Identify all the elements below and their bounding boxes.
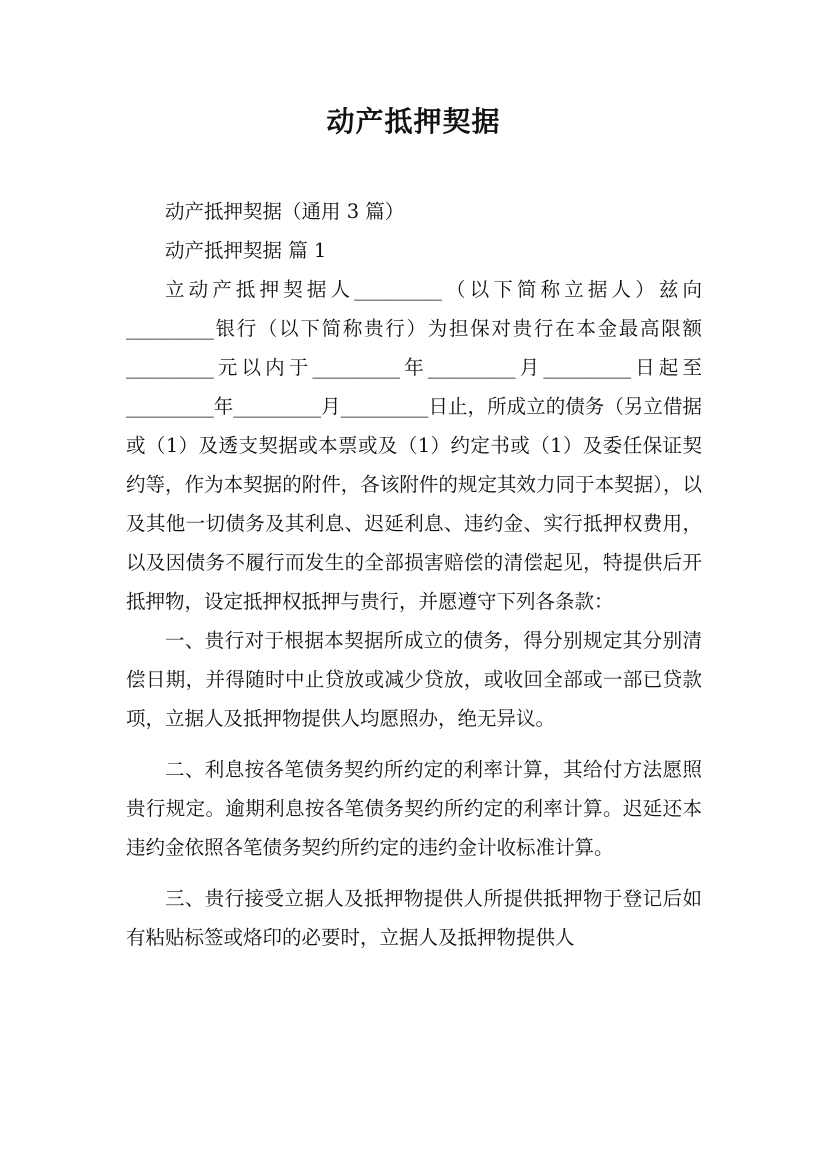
paragraph-clause-2: 二、利息按各笔债务契约所约定的利率计算，其给付方法愿照贵行规定。逾期利息按各笔债务契约所约定的利率计算。迟延还本违约金依照各笔债务契约所约定的违约金计收标准计算。 <box>126 758 702 859</box>
paragraph-clause-1: 一、贵行对于根据本契据所成立的债务，得分别规定其分别清偿日期，并得随时中止贷放或减少贷放，或收回全部或一部已贷款项，立据人及抵押物提供人均愿照办，绝无异议。 <box>126 629 702 730</box>
document-title: 动产抵押契据 <box>326 105 501 138</box>
paragraph-gap <box>126 867 702 879</box>
paragraph-clause-3: 三、贵行接受立据人及抵押物提供人所提供抵押物于登记后如有粘贴标签或烙印的必要时，立据人及抵押物提供人 <box>126 887 702 949</box>
paragraph-preamble: 立动产抵押契据人_________（以下简称立据人）兹向_________银行（以下简称贵行）为担保对贵行在本金最高限额_________元以内于_________年_________月_________日起至_________年_________月_________日止，所成立的债务（另立借据或（1）及透支契据或本票或及（1）约定书或（1）及委任保证契约等，作为本契据的附件，各该附件的规定其效力同于本契据），以及其他一切债务及其利息、迟延利息、违约金、实行抵押权费用，以及因债务不履行而发生的全部损害赔偿的清偿起见，特提供后开抵押物，设定抵押权抵押与贵行，并愿遵守下列各条款： <box>126 278 702 613</box>
paragraph-gap <box>126 738 702 750</box>
document-body <box>126 192 702 957</box>
section-heading: 动产抵押契据 篇 1 <box>165 239 327 262</box>
subtitle-line: 动产抵押契据（通用 3 篇） <box>165 200 405 223</box>
